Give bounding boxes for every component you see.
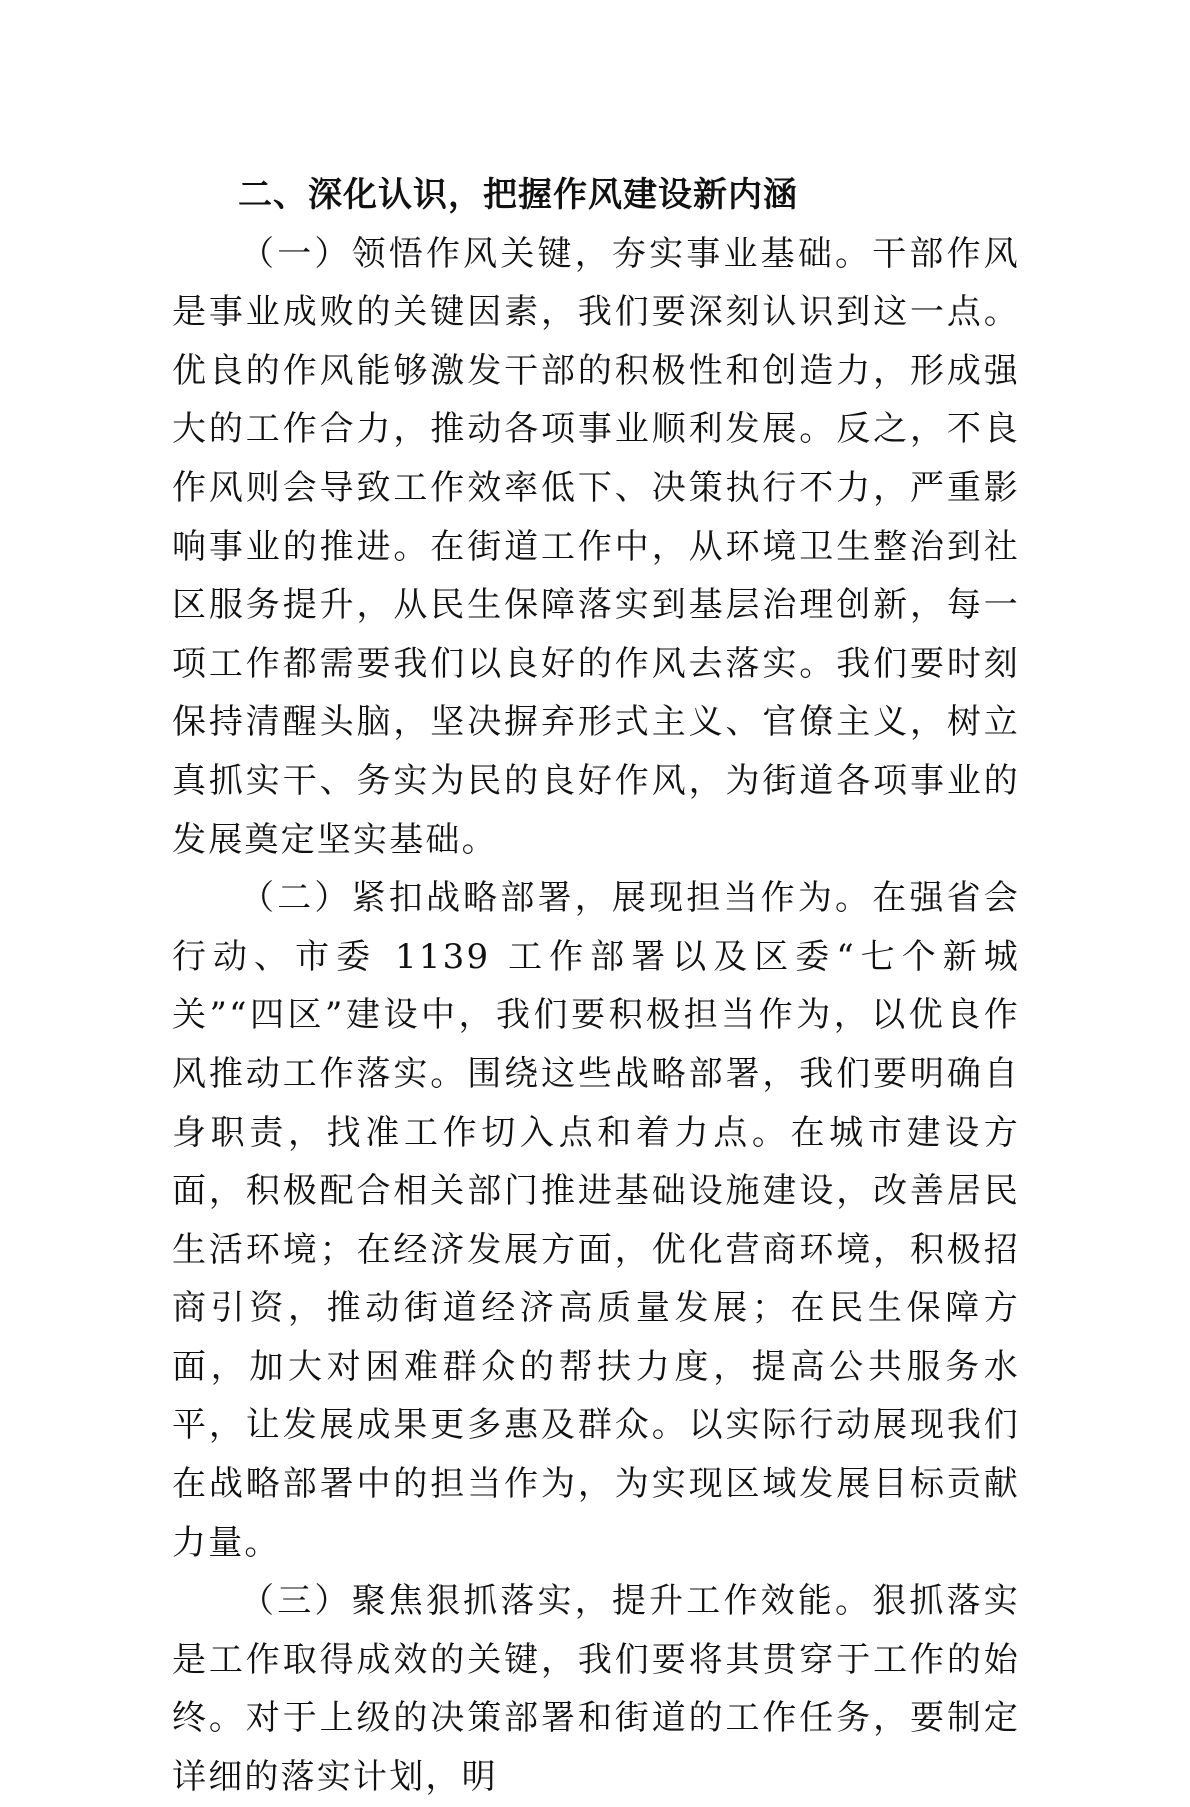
section-heading: 二、深化认识，把握作风建设新内涵: [238, 175, 798, 215]
paragraph-3: （三）聚焦狠抓落实，提升工作效能。狠抓落实是工作取得成效的关键，我们要将其贯穿于工作的始终。对于上级的决策部署和街道的工作任务，要制定详细的落实计划，明: [172, 1581, 1020, 1798]
paragraph-1: （一）领悟作风关键，夯实事业基础。干部作风是事业成败的关键因素，我们要深刻认识到这一点。优良的作风能够激发干部的积极性和创造力，形成强大的工作合力，推动各项事业顺利发展。反之，不良作风则会导致工作效率低下、决策执行不力，严重影响事业的推进。在街道工作中，从环境卫生整治到社区服务提升，从民生保障落实到基层治理创新，每一项工作都需要我们以良好的作风去落实。我们要时刻保持清醒头脑，坚决摒弃形式主义、官僚主义，树立真抓实干、务实为民的良好作风，为街道各项事业的发展奠定坚实基础。: [172, 233, 1020, 860]
paragraph-2: （二）紧扣战略部署，展现担当作为。在强省会行动、市委 1139 工作部署以及区委“七个新城关”“四区”建设中，我们要积极担当作为，以优良作风推动工作落实。围绕这些战略部署，我们要明确自身职责，找准工作切入点和着力点。在城市建设方面，积极配合相关部门推进基础设施建设，改善居民生活环境；在经济发展方面，优化营商环境，积极招商引资，推动街道经济高质量发展；在民生保障方面，加大对困难群众的帮扶力度，提高公共服务水平，让发展成果更多惠及群众。以实际行动展现我们在战略部署中的担当作为，为实现区域发展目标贡献力量。: [172, 878, 1020, 1563]
document-body: [172, 166, 1020, 1807]
